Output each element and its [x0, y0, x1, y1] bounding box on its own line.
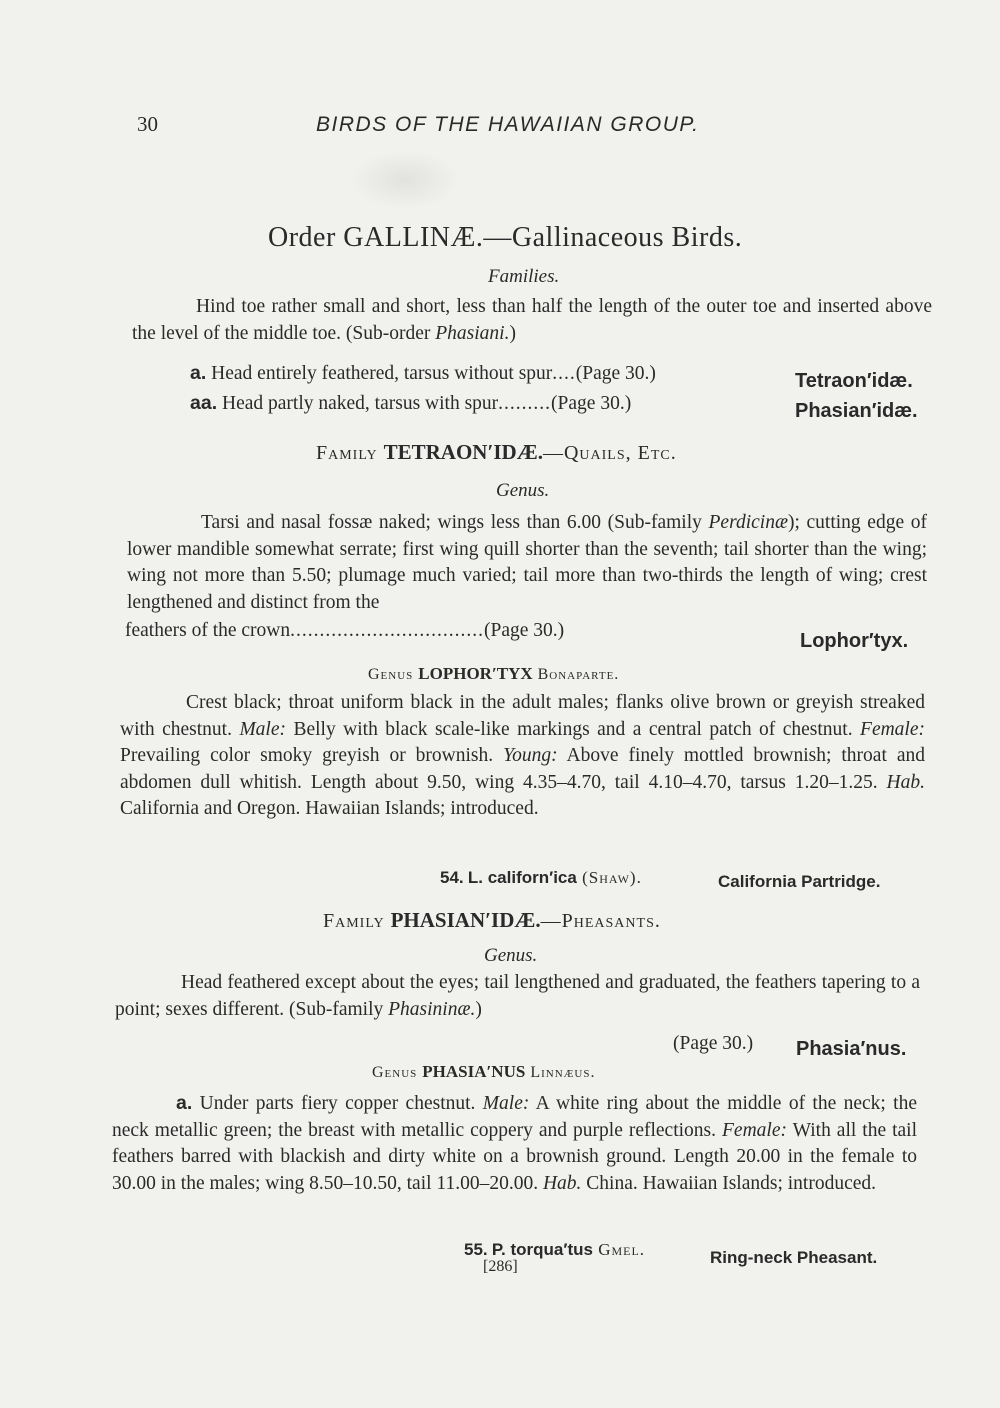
family-tetraonidae-heading: Family TETRAON′IDÆ.—Quails, Etc. — [316, 440, 677, 464]
family-phasianidae-heading: Family PHASIAN′IDÆ.—Pheasants. — [323, 908, 661, 932]
order-title: Order GALLINÆ.—Gallinaceous Birds. — [268, 222, 743, 253]
phasianus-description: a. Under parts fiery copper chestnut. Male: A white ring about the middle of the neck; the neck metallic green; the breast with metallic coppery and purple reflections. Female: With all the tail feathers barred with blackish and dirty white on a brownish ground. Length 20.00 in the female to 30.00 in the males; wing 8.50–10.50, tail 11.00–20.00. Hab. China. Hawaiian Islands; introduced. — [112, 1092, 918, 1194]
species-54-common-name: California Partridge. — [718, 872, 881, 891]
key-family-a: Tetraon′idæ. — [795, 370, 913, 392]
genus-result-phasianus: Phasia′nus. — [796, 1038, 907, 1060]
genus-phasianus-heading: Genus PHASIA′NUS Linnæus. — [372, 1062, 596, 1081]
tetraonidae-last-line: feathers of the crown.................................(Page 30.) — [125, 620, 565, 641]
lophortyx-description: Crest black; throat uniform black in the adult males; flanks olive brown or greyish streaked with chestnut. Male: Belly with black scale-like markings and a central patch of chestnut. Female: Prevailing color smoky greyish or brownish. Young: Above finely mottled brownish; throat and abdomen dull whitish. Length about 9.50, wing 4.35–4.70, tail 4.10–4.70, tarsus 1.20–1.25. Hab. California and Oregon. Hawaiian Islands; introduced. — [120, 692, 925, 819]
families-subhead: Families. — [488, 266, 560, 287]
phasianidae-page-ref: (Page 30.) — [673, 1033, 754, 1054]
key-family-aa: Phasian′idæ. — [795, 400, 918, 422]
species-54: 54. L. californ′ica (Shaw). — [440, 868, 642, 887]
phasianidae-description: Head feathered except about the eyes; tail lengthened and graduated, the feathers tapering to a point; sexes different. (Sub-family Phasininæ.) — [115, 972, 920, 1020]
genus-subhead-1: Genus. — [496, 480, 550, 501]
running-title: BIRDS OF THE HAWAIIAN GROUP. — [316, 113, 700, 136]
key-line-a: a. Head entirely feathered, tarsus without spur....(Page 30.) — [190, 362, 656, 384]
genus-lophortyx-heading: Genus LOPHOR′TYX Bonaparte. — [368, 664, 620, 683]
page-number: 30 — [137, 112, 158, 136]
genus-subhead-2: Genus. — [484, 945, 538, 966]
tetraonidae-description: Tarsi and nasal fossæ naked; wings less than 6.00 (Sub-family Perdicinæ); cutting edge of lower mandible somewhat serrate; first wing quill shorter than the seventh; tail shorter than the wing; wing not more than 5.50; plumage much varied; tail more than two-thirds the length of wing; crest lengthened and distinct from the — [127, 512, 927, 613]
key-line-aa: aa. Head partly naked, tarsus with spur.........(Page 30.) — [190, 392, 632, 414]
page-smudge — [350, 150, 460, 210]
order-intro: Hind toe rather small and short, less than half the length of the outer toe and inserted above the level of the middle toe. (Sub-order Phasiani.) — [132, 296, 932, 344]
species-55-common-name: Ring-neck Pheasant. — [710, 1248, 878, 1267]
species-55: 55. P. torqua′tus Gmel. — [464, 1240, 646, 1259]
plate-number: [286] — [483, 1258, 518, 1275]
genus-result-lophortyx: Lophor′tyx. — [800, 630, 909, 652]
